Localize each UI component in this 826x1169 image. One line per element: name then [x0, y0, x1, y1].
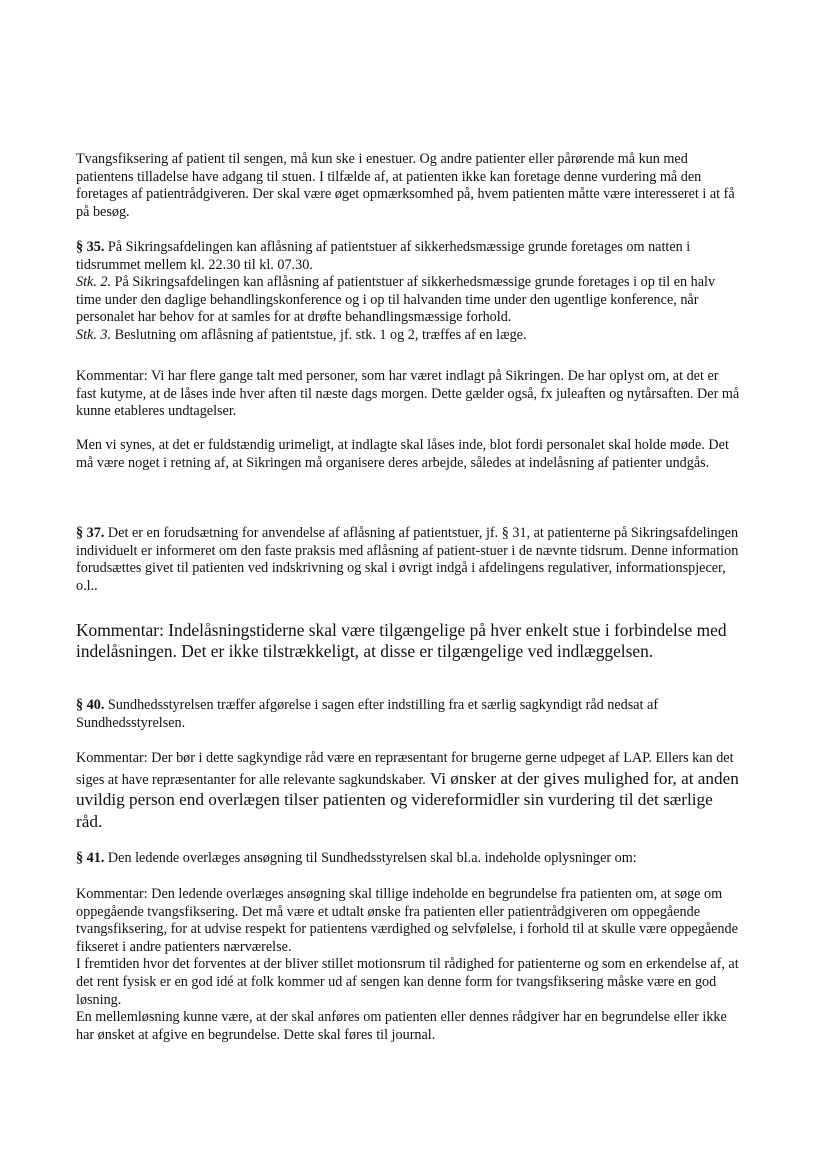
section-text: Sundhedsstyrelsen træffer afgørelse i sagen efter indstilling fra et særlig sagkyndigt råd nedsat af Sundhedsstyrelsen.: [76, 697, 659, 731]
section-number: § 41.: [76, 850, 105, 866]
section-text: Det er en forudsætning for anvendelse af aflåsning af patientstuer, jf. § 31, at patienterne på Sikringsafdelingen individuelt er informeret om den faste praksis med aflåsning af patient-stuer i de nævnte tidsrum. Denne information forudsættes givet til patienten ved indskrivning og skal i øvrigt indgå i afdelingens regulativer, informationspjecer, o.l..: [76, 525, 739, 594]
section-text: På Sikringsafdelingen kan aflåsning af patientstuer af sikkerhedsmæssige grunde foretages om natten i tidsrummet mellem kl. 22.30 til kl. 07.30.: [76, 239, 691, 273]
paragraph-fiksering: [76, 151, 740, 221]
comment-35-a: [76, 368, 740, 421]
paragraph-text: Tvangsfiksering af patient til sengen, må kun ske i enestuer. Og andre patienter eller pårørende må kun med patientens tilladelse have adgang til stuen. I tilfælde af, at patienten ikke kan foretage denne vurdering må den foretages af patientrådgiveren. Der skal være øget opmærksomhed på, hvem patienten måtte være interesseret i at få på besøg.: [76, 151, 735, 220]
comment-text: Kommentar: Vi har flere gange talt med personer, som har været indlagt på Sikringen. De har oplyst om, at det er fast kutyme, at de låses inde hver aften til næste dags morgen. Dette gælder også, fx juleaften og nytårsaften. Der må kunne etableres undtagelser.: [76, 368, 740, 420]
comment-text: Kommentar: Der bør i dette sagkyndige råd være en repræsentant for brugerne gerne udpeget af LAP. Ellers kan det siges at have repræsentanter for alle relevante sagkundskaber.: [76, 750, 734, 788]
stk-label: Stk. 3.: [76, 326, 112, 343]
stk-text: Beslutning om aflåsning af patientstue, jf. stk. 1 og 2, træffes af en læge.: [111, 326, 527, 343]
section-41: [76, 850, 740, 868]
comment-37: [76, 620, 740, 662]
comment-text-large: Vi ønsker at der gives mulighed for, at anden uvildig person end overlægen tilser patienten og videreformidler sin vurdering til det særlige råd.: [76, 768, 739, 831]
section-number: § 37.: [76, 525, 105, 541]
section-number: § 35.: [76, 239, 105, 255]
section-37: [76, 525, 740, 595]
stk-label: Stk. 2.: [76, 274, 112, 291]
stk-text: På Sikringsafdelingen kan aflåsning af patientstuer af sikkerhedsmæssige grunde foretages i op til en halv time under den daglige behandlingskonference og i op til halvanden time under den ugentlige konference, når personalet har behov for at samles for at drøfte behandlingsmæssige forhold.: [76, 274, 716, 326]
section-number: § 40.: [76, 697, 105, 713]
comment-text: Kommentar: Indelåsningstiderne skal være tilgængelige på hver enkelt stue i forbindelse med indelåsningen. Det er ikke tilstrækkeligt, at disse er tilgængelige ved indlæggelsen.: [76, 620, 727, 661]
comment-35-b: [76, 437, 740, 472]
section-text: Den ledende overlæges ansøgning til Sundhedsstyrelsen skal bl.a. indeholde oplysninger om:: [104, 850, 637, 866]
section-40: [76, 697, 740, 732]
comment-text: En mellemløsning kunne være, at der skal anføres om patienten eller dennes rådgiver har en begrundelse eller ikke har ønsket at afgive en begrundelse. Dette skal føres til journal.: [76, 1009, 727, 1043]
comment-40: [76, 750, 740, 832]
comment-text: I fremtiden hvor det forventes at der bliver stillet motionsrum til rådighed for patienterne og som en erkendelse af, at det rent fysisk er en god idé at folk kommer ud af sengen kan denne form for tvangsfiksering måske være en god løsning.: [76, 956, 739, 1008]
comment-text: Men vi synes, at det er fuldstændig urimeligt, at indlagte skal låses inde, blot fordi personalet skal holde møde. Det må være noget i retning af, at Sikringen må organisere deres arbejde, således at indelåsning af patienter undgås.: [76, 437, 729, 471]
comment-41: [76, 886, 740, 1044]
comment-text: Kommentar: Den ledende overlæges ansøgning skal tillige indeholde en begrundelse fra patienten om, at søge om oppegående tvangsfiksering. Det må være et udtalt ønske fra patienten eller patientrådgiveren om oppegående tvangsfiksering, for at udvise respekt for patientens værdighed og selvfølelse, i forhold til at skulle være oppegående fikseret i andre patienters nærværelse.: [76, 886, 738, 955]
section-35: [76, 239, 740, 345]
